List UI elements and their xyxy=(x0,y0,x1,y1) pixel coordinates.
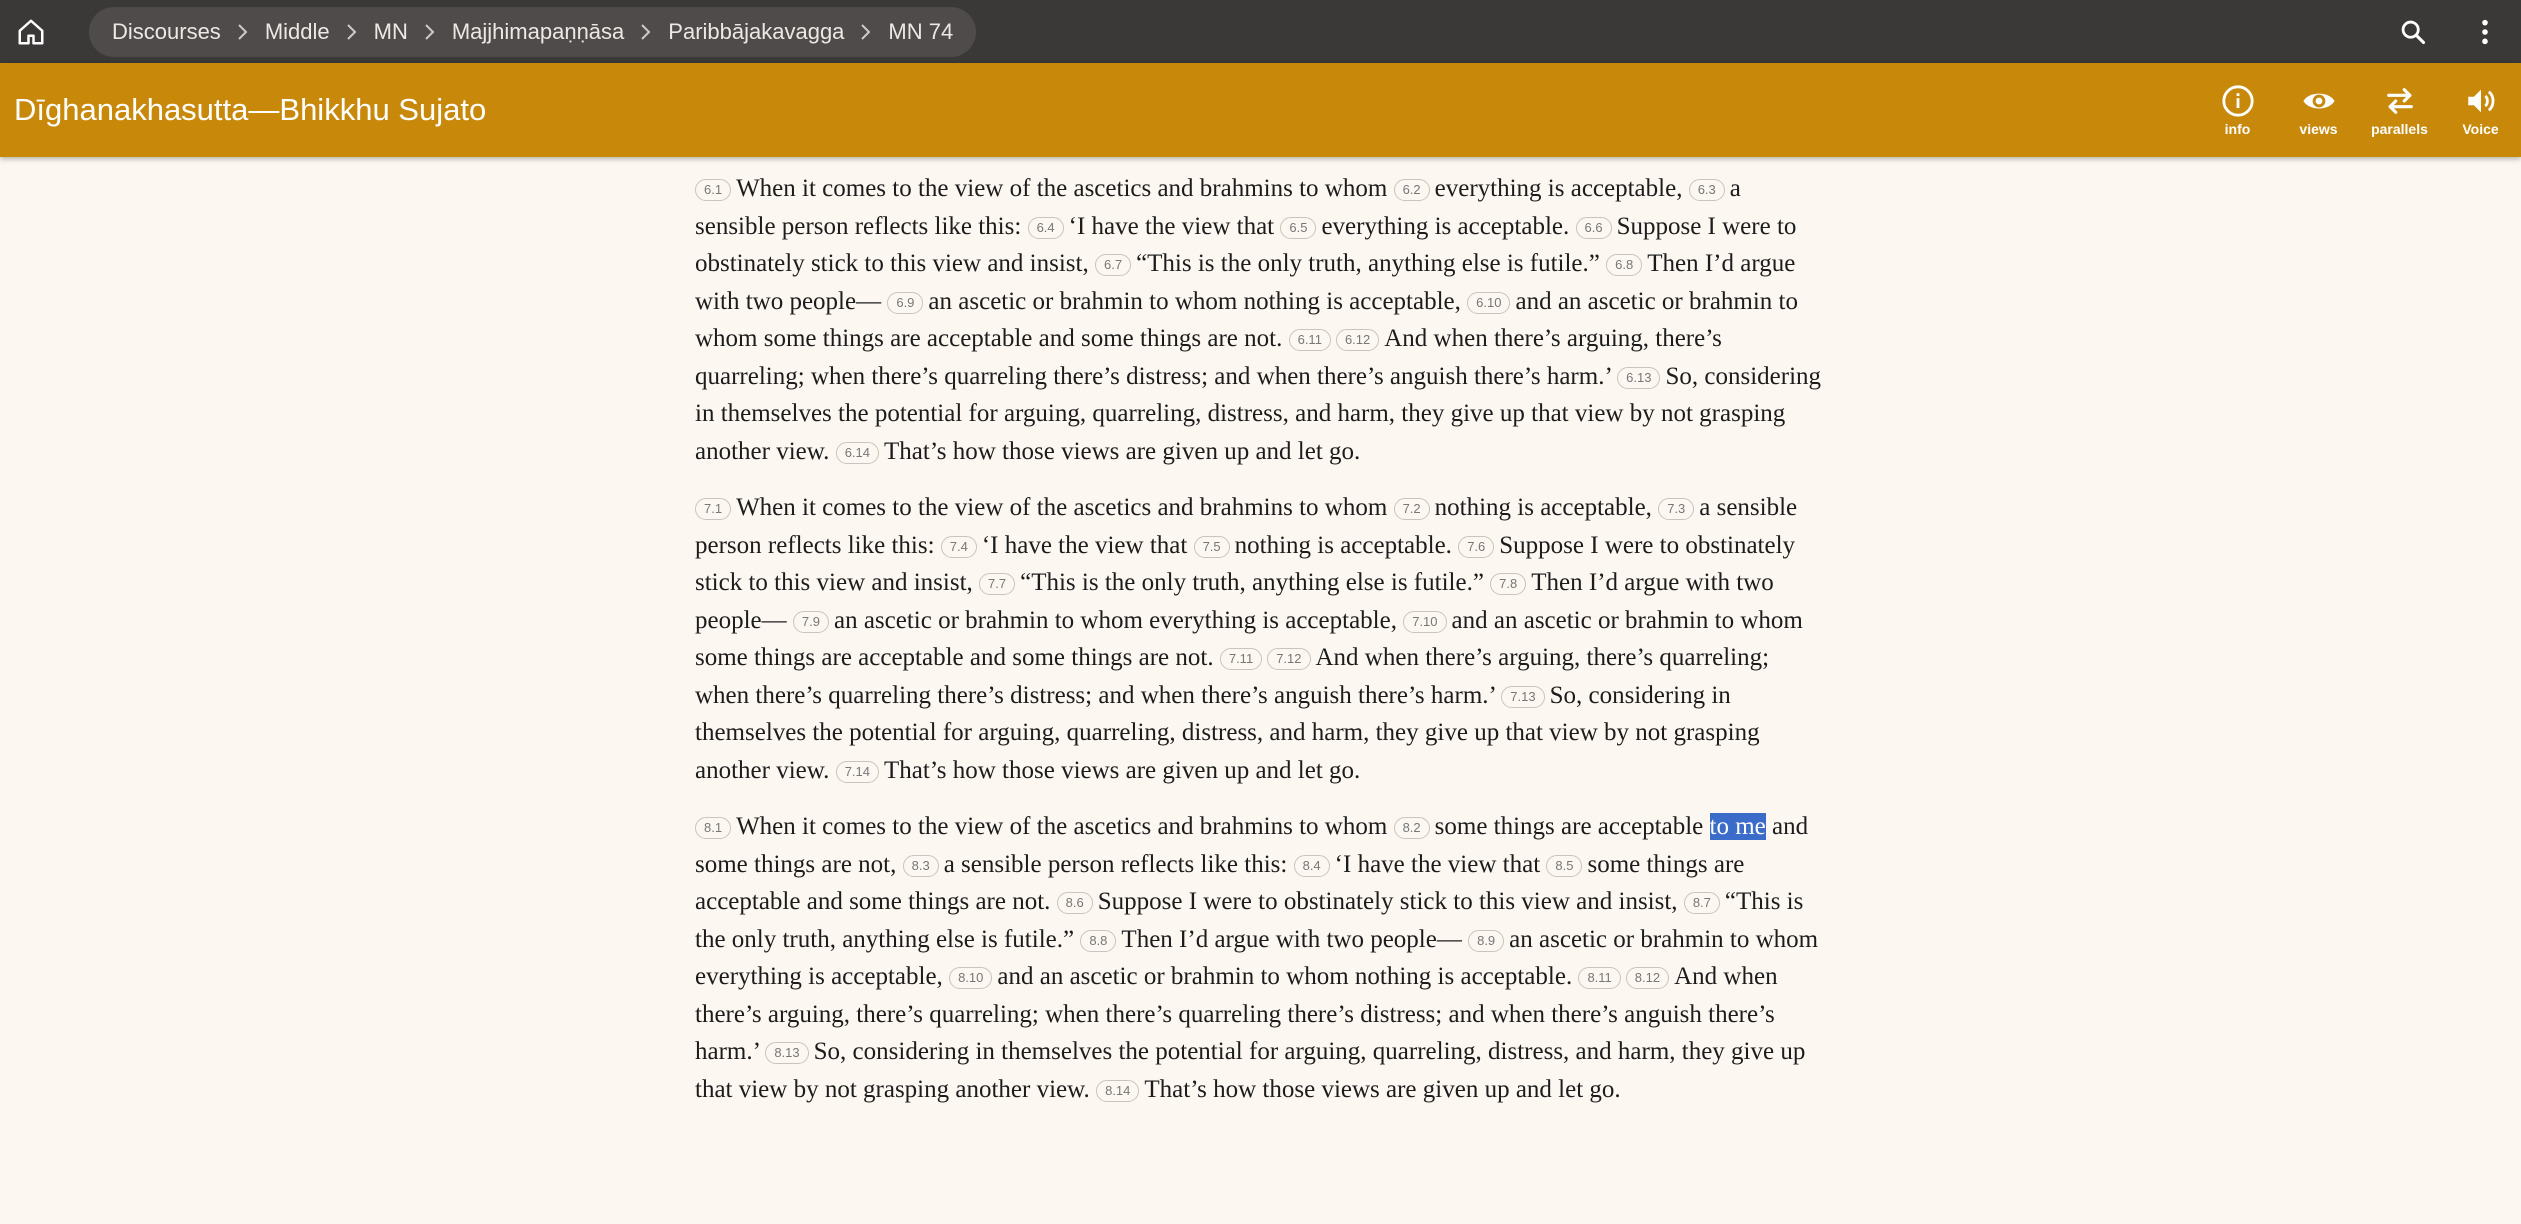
segment-reference[interactable]: 8.2 xyxy=(1394,817,1430,839)
segment-reference[interactable]: 7.10 xyxy=(1403,611,1446,633)
segment-reference[interactable]: 7.13 xyxy=(1501,686,1544,708)
segment-text: So, considering in themselves the potential for arguing, quarreling, distress, and harm, they give up that view by not grasping another view. xyxy=(695,681,1760,784)
segment-text: When it comes to the view of the ascetics and brahmins to whom xyxy=(736,494,1388,521)
segment-text: When it comes to the view of the ascetics and brahmins to whom xyxy=(736,175,1388,202)
breadcrumb-mn[interactable]: MN xyxy=(373,18,408,44)
segment-text: That’s how those views are given up and let go. xyxy=(1144,1075,1621,1103)
views-label: views xyxy=(2299,120,2338,137)
chevron-right-icon xyxy=(337,23,367,41)
chevron-right-icon xyxy=(415,23,445,41)
segment-reference[interactable]: 8.1 xyxy=(695,817,731,839)
breadcrumb-middle[interactable]: Middle xyxy=(264,18,330,44)
breadcrumb-majjhimapannasa[interactable]: Majjhimapaṇṇāsa xyxy=(451,18,625,44)
segment-text: a sensible person reflects like this: xyxy=(943,850,1288,878)
segment-reference[interactable]: 6.2 xyxy=(1394,179,1430,201)
segment-text: and some things are not, xyxy=(695,813,1809,878)
segment-reference[interactable]: 7.12 xyxy=(1267,648,1310,670)
segment-reference[interactable]: 7.14 xyxy=(836,761,879,783)
segment-reference[interactable]: 6.1 xyxy=(695,179,731,201)
segment-text: an ascetic or brahmin to whom nothing is acceptable, xyxy=(928,287,1461,315)
segment-reference[interactable]: 8.14 xyxy=(1096,1080,1139,1102)
eye-icon xyxy=(2301,84,2337,118)
segment-reference[interactable]: 7.6 xyxy=(1458,536,1494,558)
segment-text: a sensible person reflects like this: xyxy=(695,494,1798,559)
segment-text: some things are acceptable xyxy=(1434,813,1704,840)
parallels-label: parallels xyxy=(2371,120,2428,137)
segment-text: Then I’d argue with two people— xyxy=(1121,925,1462,953)
segment-text: and an ascetic or brahmin to whom some things are acceptable and some things are not. xyxy=(695,606,1803,671)
segment-reference[interactable]: 8.4 xyxy=(1294,855,1330,877)
segment-reference[interactable]: 7.2 xyxy=(1394,498,1430,520)
segment-text: everything is acceptable, xyxy=(1434,175,1683,202)
voice-button[interactable] xyxy=(2440,63,2521,157)
segment-text: nothing is acceptable. xyxy=(1234,531,1452,559)
segment-text: And when there’s arguing, there’s quarreling; when there’s quarreling there’s distress; and when there’s anguish there’s harm.’ xyxy=(695,644,1770,709)
segment-text: ‘I have the view that xyxy=(981,531,1188,559)
segment-reference[interactable]: 7.5 xyxy=(1194,536,1230,558)
segment-reference[interactable]: 6.7 xyxy=(1095,254,1131,276)
paragraph xyxy=(695,170,1823,470)
breadcrumb-discourses[interactable]: Discourses xyxy=(112,18,221,44)
segment-reference[interactable]: 8.7 xyxy=(1684,892,1720,914)
segment-reference[interactable]: 8.5 xyxy=(1546,855,1582,877)
info-icon xyxy=(2221,84,2255,118)
segment-reference[interactable]: 8.12 xyxy=(1626,967,1669,989)
segment-reference[interactable]: 6.12 xyxy=(1336,329,1379,351)
segment-reference[interactable]: 6.14 xyxy=(836,442,879,464)
selected-text: to me xyxy=(1709,813,1766,840)
search-button[interactable] xyxy=(2377,0,2449,63)
chevron-right-icon xyxy=(631,23,661,41)
segment-reference[interactable]: 8.6 xyxy=(1057,892,1093,914)
segment-text: “This is the only truth, anything else is futile.” xyxy=(695,888,1804,953)
segment-reference[interactable]: 8.13 xyxy=(765,1042,808,1064)
segment-text: ‘I have the view that xyxy=(1068,212,1275,240)
title-bar xyxy=(0,63,2521,157)
segment-reference[interactable]: 8.11 xyxy=(1578,967,1620,989)
segment-text: an ascetic or brahmin to whom everything is acceptable, xyxy=(833,606,1397,634)
segment-text: Suppose I were to obstinately stick to this view and insist, xyxy=(695,531,1796,596)
segment-text: “This is the only truth, anything else is futile.” xyxy=(1020,569,1484,596)
segment-reference[interactable]: 7.3 xyxy=(1658,498,1694,520)
segment-text: And when there’s arguing, there’s quarreling; when there’s quarreling there’s distress; and when there’s anguish there’s harm.’ xyxy=(695,325,1722,390)
segment-text: Then I’d argue with two people— xyxy=(695,569,1774,634)
segment-text: ‘I have the view that xyxy=(1334,850,1541,878)
segment-reference[interactable]: 6.13 xyxy=(1617,367,1660,389)
sutta-text xyxy=(695,170,1823,1127)
segment-text: nothing is acceptable, xyxy=(1434,494,1652,521)
segment-text: “This is the only truth, anything else is futile.” xyxy=(1136,250,1600,277)
segment-text: some things are acceptable and some things are not. xyxy=(695,850,1745,915)
segment-reference[interactable]: 6.4 xyxy=(1028,217,1064,239)
chevron-right-icon xyxy=(228,23,258,41)
info-button[interactable] xyxy=(2197,63,2278,157)
voice-label: Voice xyxy=(2462,120,2499,137)
segment-reference[interactable]: 6.9 xyxy=(887,292,923,314)
breadcrumb xyxy=(89,7,976,57)
search-icon xyxy=(2399,18,2427,46)
segment-reference[interactable]: 6.10 xyxy=(1467,292,1510,314)
parallels-button[interactable] xyxy=(2359,63,2440,157)
swap-arrows-icon xyxy=(2383,84,2417,118)
segment-reference[interactable]: 7.11 xyxy=(1220,648,1262,670)
top-app-bar xyxy=(0,0,2521,63)
chevron-right-icon xyxy=(851,23,881,41)
home-icon xyxy=(16,17,46,47)
segment-reference[interactable]: 6.6 xyxy=(1576,217,1612,239)
segment-text: So, considering in themselves the potential for arguing, quarreling, distress, and harm, they give up that view by not grasping another view. xyxy=(695,1038,1806,1103)
segment-reference[interactable]: 7.4 xyxy=(941,536,977,558)
segment-reference[interactable]: 6.3 xyxy=(1689,179,1725,201)
segment-reference[interactable]: 7.8 xyxy=(1490,573,1526,595)
segment-reference[interactable]: 7.9 xyxy=(793,611,829,633)
segment-text: and an ascetic or brahmin to whom nothing is acceptable. xyxy=(997,963,1573,990)
paragraph xyxy=(695,808,1823,1108)
breadcrumb-paribbajakavagga[interactable]: Paribbājakavagga xyxy=(668,18,845,44)
home-button[interactable] xyxy=(0,0,62,63)
segment-reference[interactable]: 7.1 xyxy=(695,498,731,520)
paragraph xyxy=(695,489,1823,789)
segment-reference[interactable]: 6.8 xyxy=(1606,254,1642,276)
segment-text: That’s how those views are given up and let go. xyxy=(884,756,1361,784)
segment-text: That’s how those views are given up and let go. xyxy=(884,437,1361,465)
segment-reference[interactable]: 6.5 xyxy=(1280,217,1316,239)
more-vert-icon xyxy=(2480,18,2490,46)
more-menu-button[interactable] xyxy=(2449,0,2521,63)
segment-text: and an ascetic or brahmin to whom some things are acceptable and some things are not. xyxy=(695,287,1799,352)
page-title: Dīghanakhasutta—Bhikkhu Sujato xyxy=(14,92,487,127)
segment-text: an ascetic or brahmin to whom everything is acceptable, xyxy=(695,925,1819,990)
segment-reference[interactable]: 8.9 xyxy=(1468,930,1504,952)
segment-reference[interactable]: 8.10 xyxy=(949,967,992,989)
segment-text: Suppose I were to obstinately stick to this view and insist, xyxy=(695,212,1797,277)
segment-text: And when there’s arguing, there’s quarreling; when there’s quarreling there’s distress; and when there’s anguish there’s harm.’ xyxy=(695,963,1778,1065)
segment-reference[interactable]: 7.7 xyxy=(979,573,1015,595)
segment-text: everything is acceptable. xyxy=(1321,212,1570,240)
segment-text: So, considering in themselves the potential for arguing, quarreling, distress, and harm, they give up that view by not grasping another view. xyxy=(695,362,1822,465)
segment-reference[interactable]: 8.8 xyxy=(1080,930,1116,952)
views-button[interactable] xyxy=(2278,63,2359,157)
segment-text: Then I’d argue with two people— xyxy=(695,250,1796,315)
speaker-icon xyxy=(2464,84,2498,118)
breadcrumb-mn74[interactable]: MN 74 xyxy=(888,18,954,44)
info-label: info xyxy=(2224,120,2251,137)
segment-reference[interactable]: 8.3 xyxy=(903,855,939,877)
segment-text: a sensible person reflects like this: xyxy=(695,175,1741,240)
segment-text: When it comes to the view of the ascetics and brahmins to whom xyxy=(736,813,1388,840)
segment-text: Suppose I were to obstinately stick to this view and insist, xyxy=(1097,888,1678,915)
segment-reference[interactable]: 6.11 xyxy=(1289,329,1331,351)
